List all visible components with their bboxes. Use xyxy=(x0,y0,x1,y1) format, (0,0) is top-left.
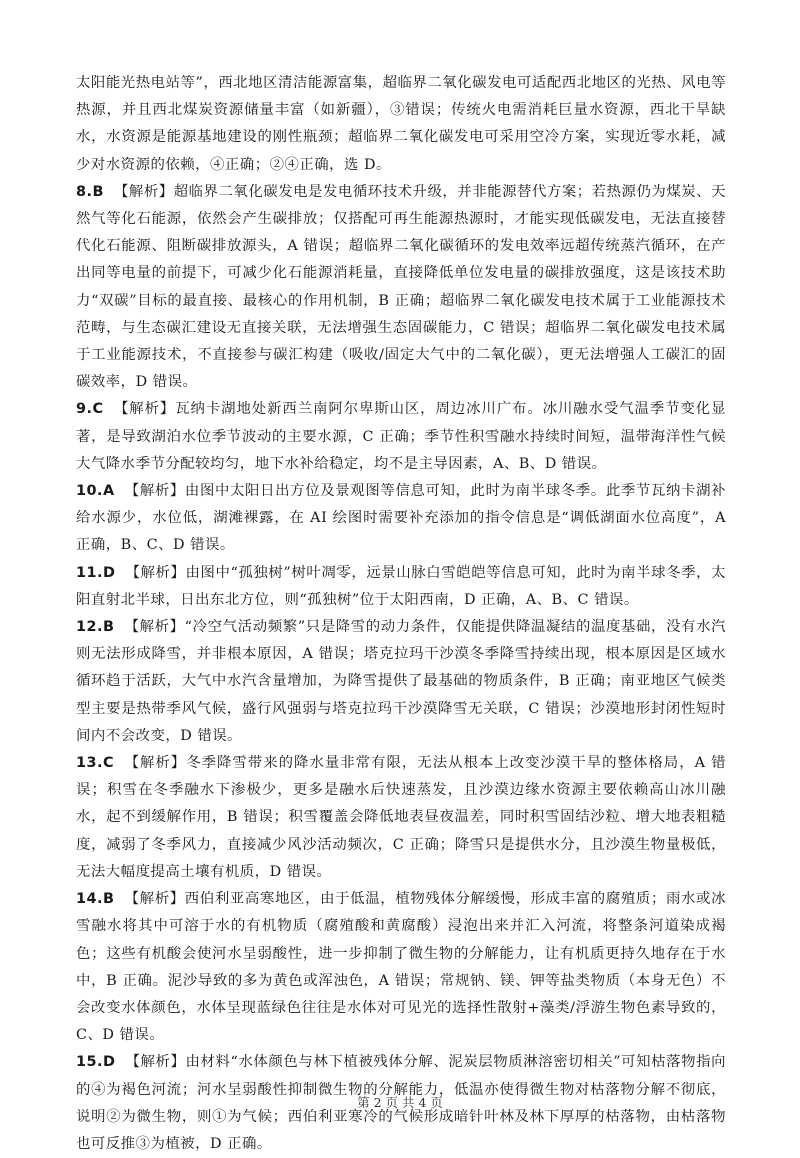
answer-text: 【解析】由图中“孤独树”树叶凋零，远景山脉白雪皑皑等信息可知，此时为南半球冬季，太阳直射北半球，日出东北方位，则“孤独树”位于太阳西南，D 正确，A、B、C 错误。 xyxy=(76,564,726,608)
answer-text: 【解析】西伯利亚高寒地区，由于低温，植物残体分解缓慢，形成丰富的腐殖质；雨水或冰雪融水将其中可溶于水的有机物质（腐殖酸和黄腐酸）浸泡出来并汇入河流，将整条河道染成褐色；这些有机酸会使河水呈弱酸性，进一步抑制了微生物的分解能力，让有机质更持久地存在于水中，B 正确。泥沙导致的多为黄色或浑浊色，A 错误；常规钠、镁、钾等盐类物质（本身无色）不会改变水体颜色，水体呈现蓝绿色往往是水体对可见光的选择性散射+藻类/浮游生物色素导致的，C、D 错误。 xyxy=(76,891,726,1044)
answer-text: 【解析】超临界二氧化碳发电是发电循环技术升级，并非能源替代方案；若热源仍为煤炭、天然气等化石能源，依然会产生碳排放；仅搭配可再生能源热源时，才能实现低碳发电，无法直接替代化石能源、阻断碳排放源头，A 错误；超临界二氧化碳循环的发电效率远超传统蒸汽循环，在产出同等电量的前提下，可减少化石能源消耗量，直接降低单位发电量的碳排放强度，这是该技术助力“双碳”目标的最直接、最核心的作用机制，B 正确；超临界二氧化碳发电技术属于工业能源技术范畴，与生态碳汇建设无直接关联，无法增强生态固碳能力，C 错误；超临界二氧化碳发电技术属于工业能源技术，不直接参与碳汇构建（吸收/固定大气中的二氧化碳），更无法增强人工碳汇的固碳效率，D 错误。 xyxy=(76,183,726,391)
answer-text: 【解析】冬季降雪带来的降水量非常有限，无法从根本上改变沙漠干旱的整体格局，A 错误；积雪在冬季融水下渗极少，更多是融水后快速蒸发，且沙漠边缘水资源主要依赖高山冰川融水，起不到缓解作用，B 错误；积雪覆盖会降低地表昼夜温差，同时积雪固结沙粒、增大地表粗糙度，减弱了冬季风力，直接减少风沙活动频次，C 正确；降雪只是提供水分，且沙漠生物量极低，无法大幅度提高土壤有机质，D 错误。 xyxy=(76,755,726,880)
intro-text: 太阳能光热电站等”，西北地区清洁能源富集，超临界二氧化碳发电可适配西北地区的光热、风电等热源，并且西北煤炭资源储量丰富（如新疆），③错误；传统火电需消耗巨量水资源，西北干旱缺水，水资源是能源基地建设的刚性瓶颈；超临界二氧化碳发电可采用空冷方案，实现近零水耗，减少对水资源的依赖，④正确；②④正确，选 D。 xyxy=(76,75,726,173)
answer-8 xyxy=(76,179,726,397)
answer-number: 9.C xyxy=(76,401,104,418)
answer-9 xyxy=(76,396,726,478)
document-body xyxy=(76,70,726,1158)
answer-number: 11.D xyxy=(76,564,116,581)
answer-text: 【解析】由材料“水体颜色与林下植被残体分解、泥炭层物质淋溶密切相关”可知枯落物指向的④为褐色河流；河水呈弱酸性抑制微生物的分解能力，低温亦使得微生物对枯落物分解不彻底，说明②为微生物，则①为气候；西伯利亚寒冷的气候形成暗针叶林及林下厚厚的枯落物，由枯落物也可反推③为植被，D 正确。 xyxy=(76,1054,726,1152)
answer-number: 12.B xyxy=(76,619,115,636)
answer-text: 【解析】瓦纳卡湖地处新西兰南阿尔卑斯山区，周边冰川广布。冰川融水受气温季节变化显著，是导致湖泊水位季节波动的主要水源，C 正确；季节性积雪融水持续时间短，温带海洋性气候大气降水季节分配较均匀，地下水补给稳定，均不是主导因素，A、B、D 错误。 xyxy=(76,401,726,472)
answer-text: 【解析】由图中太阳日出方位及景观图等信息可知，此时为南半球冬季。此季节瓦纳卡湖补给水源少，水位低，湖滩裸露，在 AI 绘图时需要补充添加的指令信息是“调低湖面水位高度”，A 正确，B、C、D 错误。 xyxy=(76,483,726,554)
answer-text: 【解析】“冷空气活动频繁”只是降雪的动力条件，仅能提供降温凝结的温度基础，没有水汽则无法形成降雪，并非根本原因，A 错误；塔克拉玛干沙漠冬季降雪持续出现，根本原因是区域水循环趋于活跃，大气中水汽含量增加，为降雪提供了最基础的物质条件，B 正确；南亚地区气候类型主要是热带季风气候，盛行风强弱与塔克拉玛干沙漠降雪无关联，C 错误；沙漠地形封闭性短时间内不会改变，D 错误。 xyxy=(76,619,726,744)
answer-14 xyxy=(76,886,726,1049)
page-footer: 第 2 页 共 4 页 xyxy=(357,1095,443,1110)
answer-number: 10.A xyxy=(76,483,115,500)
answer-13 xyxy=(76,750,726,886)
answer-number: 14.B xyxy=(76,891,115,908)
answer-number: 15.D xyxy=(76,1054,116,1071)
answer-number: 13.C xyxy=(76,755,115,772)
answer-11 xyxy=(76,560,726,614)
answer-12 xyxy=(76,614,726,750)
answer-number: 8.B xyxy=(76,183,104,200)
answer-10 xyxy=(76,478,726,560)
paragraph-intro xyxy=(76,70,726,179)
